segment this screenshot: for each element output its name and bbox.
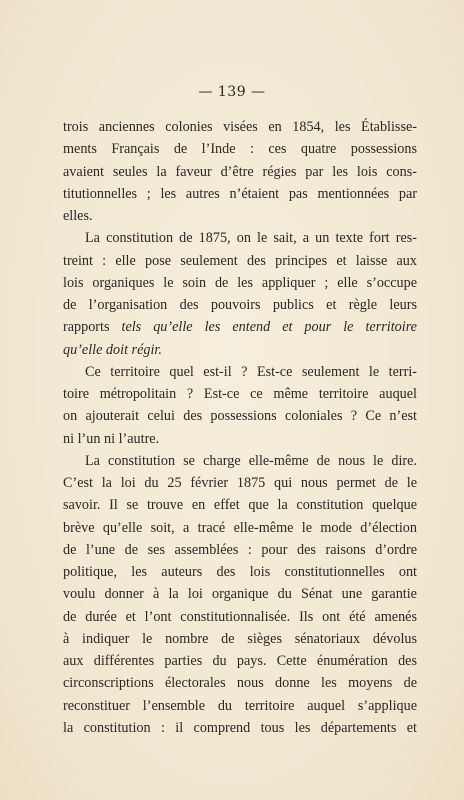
- text-line: [63, 539, 417, 561]
- text-line-content: de l’une de ses assemblées : pour des raisons d’ordre: [63, 541, 417, 558]
- text-line: [63, 361, 417, 383]
- text-line-content: on ajouterait celui des possessions coloniales ? Ce n’est: [63, 408, 417, 425]
- text-line: [63, 561, 417, 583]
- text-line: [63, 383, 417, 405]
- text-line-italic: tels qu’elle les entend et pour le territoire: [121, 319, 417, 336]
- text-line: [63, 138, 417, 160]
- text-line-content: la constitution : il comprend tous les départements et: [63, 719, 417, 736]
- text-line-content: politique, les auteurs des lois constitutionnelles ont: [63, 564, 417, 580]
- text-line-content: reconstituer l’ensemble du territoire auquel s’applique: [63, 697, 417, 714]
- text-line: [63, 339, 417, 361]
- text-line: [63, 205, 417, 227]
- text-line-content: avaient seules la faveur d’être régies par les lois cons-: [63, 163, 417, 180]
- text-line-content: ni l’un ni l’autre.: [63, 430, 160, 447]
- text-line-content: lois organiques le soin de les appliquer ; elle s’occupe: [63, 274, 417, 291]
- body-text: [63, 116, 417, 739]
- text-line: [63, 472, 417, 494]
- text-line: [63, 405, 417, 427]
- text-line: [63, 672, 417, 694]
- text-line: [63, 583, 417, 605]
- text-line: [63, 650, 417, 672]
- text-line: [63, 227, 417, 249]
- text-line: [63, 606, 417, 628]
- text-line: [63, 316, 417, 338]
- text-line-content: toire métropolitain ? Est-ce ce même territoire auquel: [63, 386, 417, 402]
- text-line: [63, 494, 417, 516]
- text-line-content: titutionnelles ; les autres n’étaient pas mentionnées par: [63, 185, 417, 202]
- text-line-content: aux différentes parties du pays. Cette énumération des: [63, 653, 417, 669]
- text-line-content: La constitution se charge elle-même de nous le dire.: [85, 452, 417, 469]
- text-line-italic: qu’elle doit régir.: [63, 341, 162, 358]
- text-line-content: brève qu’elle soit, a tracé elle-même le mode d’élection: [63, 519, 417, 536]
- text-line-content: trois anciennes colonies visées en 1854, les Établisse-: [63, 119, 417, 135]
- text-line: [63, 517, 417, 539]
- text-line-content: Ce territoire quel est-il ? Est-ce seulement le terri-: [85, 363, 417, 380]
- page-number: — 139 —: [198, 84, 266, 100]
- text-line: [63, 272, 417, 294]
- text-line-content: à indiquer le nombre de sièges sénatoriaux dévolus: [63, 630, 417, 647]
- text-line-content: de l’organisation des pouvoirs publics et règle leurs: [63, 297, 417, 313]
- text-line: [63, 294, 417, 316]
- text-line: [63, 717, 417, 739]
- text-line-content: La constitution de 1875, on le sait, a un texte fort res-: [85, 230, 417, 247]
- text-line-content: ments Français de l’Inde : ces quatre possessions: [63, 141, 417, 158]
- text-line: [63, 628, 417, 650]
- text-line-content: de durée et l’ont constitutionnalisée. Ils ont été amenés: [63, 608, 417, 625]
- text-line: [63, 428, 417, 450]
- text-line: [63, 116, 417, 138]
- text-line-content: voulu donner à la loi organique du Sénat une garantie: [63, 586, 417, 603]
- text-line-content: circonscriptions électorales nous donne les moyens de: [63, 675, 417, 692]
- text-line: [63, 161, 417, 183]
- text-line-content: savoir. Il se trouve en effet que la constitution quelque: [63, 497, 417, 514]
- text-line-content: elles.: [63, 208, 93, 224]
- text-line-content: treint : elle pose seulement des principes et laisse aux: [63, 252, 417, 269]
- text-line: [63, 695, 417, 717]
- text-line: [63, 450, 417, 472]
- text-line: [63, 250, 417, 272]
- text-line: [63, 183, 417, 205]
- text-line-content: C’est la loi du 25 février 1875 qui nous permet de le: [63, 475, 417, 491]
- text-line-content: rapports: [63, 319, 122, 336]
